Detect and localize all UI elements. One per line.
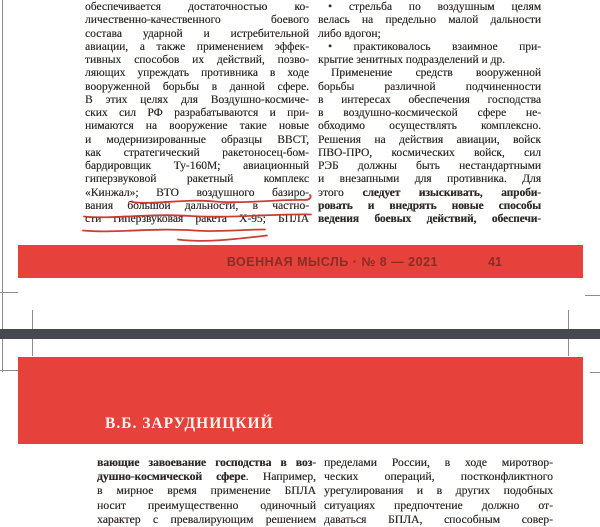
text-line: • стрельба по воздушным целям — [328, 1, 541, 13]
text-line: вания большой дальности, в частно- — [85, 199, 309, 212]
crop-mark-left-vertical — [2, 0, 3, 372]
text-line: борьбы различной подчиненности — [318, 80, 541, 93]
text-line: крытие зенитных подразделений и др. — [318, 54, 505, 66]
text-line: «Кинжал»; ВТО воздушного базиро- — [85, 186, 309, 199]
text-line: велась на предельно малой дальности — [318, 14, 541, 27]
text-line: обходимо осуществлять комплексно. — [318, 120, 541, 133]
text-line: В этих целях для Воздушно-космиче- — [85, 93, 309, 106]
page41-left-column — [85, 1, 309, 226]
crop-mark-right-tick-upper — [585, 295, 600, 296]
text-line: урегулирования и в других подобных — [324, 484, 553, 498]
text-line: вающие завоевание господства в воз- — [97, 456, 316, 469]
text-line: душно-космической сфере. Например, — [97, 470, 316, 484]
text-line: нимаются на вооружение такие новые — [85, 120, 309, 133]
text-line: в мирное время применение БПЛА — [97, 484, 316, 498]
text-line: РЭБ должны быть нестандартными — [318, 160, 541, 172]
text-line: ческих операций, постконфликтного — [324, 470, 553, 484]
text-line: ситуациях предпочтение должно от- — [324, 498, 553, 512]
text-line: вооруженной борьбы в данной сфере. — [85, 80, 309, 93]
crop-mark-right-tick-lower — [590, 372, 600, 373]
text-line: сти гиперзвуковая ракета Х-95; БПЛА — [85, 213, 309, 225]
text-line: ровать и внедрять новые способы — [318, 199, 541, 212]
text-line: характер с превалирующим решением — [97, 512, 316, 526]
journal-title: ВОЕННАЯ МЫСЛЬ · № 8 — 2021 — [226, 254, 438, 269]
next-page-right-column — [324, 456, 553, 527]
author-header-block — [18, 357, 583, 444]
text-line: ПВО-ПРО, космических войск, сил — [318, 146, 541, 159]
text-line: пределами России, в ходе миротвор- — [324, 456, 553, 469]
text-line: личественно-качественного боевого — [85, 14, 309, 27]
text-line: обеспечивается достаточностью ко- — [85, 1, 309, 13]
author-name: В.Б. ЗАРУДНИЦКИЙ — [105, 415, 274, 432]
page41-right-column — [318, 1, 541, 226]
text-line: ведения боевых действий, обеспечи- — [318, 213, 541, 225]
text-line: либо вдогон; — [318, 27, 381, 40]
text-line: бардировщик Ту-160М; авиационный — [85, 160, 309, 172]
page-separator-bar — [0, 329, 600, 339]
text-line: и внезапными для противника. Для — [318, 173, 541, 186]
text-line: в воздушно-космической сфере не- — [318, 107, 541, 119]
text-line: гиперзвуковой ракетный комплекс — [85, 173, 309, 186]
text-line: ляющих упреждать противника в ходе — [85, 67, 309, 80]
text-line: как стратегический ракетоносец-бом- — [85, 146, 309, 159]
journal-footer-band — [18, 245, 583, 278]
text-line: в интересах обеспечения господства — [318, 93, 541, 106]
crop-mark-left-tick-lower — [0, 370, 18, 371]
text-line: ских сил РФ разрабатываются и при- — [85, 107, 309, 119]
next-page-left-column — [97, 456, 316, 527]
text-line: Применение средств вооруженной — [331, 67, 541, 80]
text-line: даваться БПЛА, способным совер- — [324, 512, 553, 526]
text-line: состава ударной и истребительной — [85, 27, 309, 40]
text-line: этого следует изыскивать, апроби- — [318, 186, 541, 199]
page-number: 41 — [488, 254, 502, 269]
text-line: носит преимущественно одиночный — [97, 498, 316, 512]
text-line: авиации, а также применением эффек- — [85, 40, 309, 53]
text-line: и модернизированные образцы ВВСТ, — [85, 133, 309, 146]
text-line: тивных способов их действий, позво- — [85, 54, 309, 66]
text-line: Решения на действия авиации, войск — [318, 133, 541, 146]
text-line: • практиковалось взаимное при- — [328, 40, 541, 53]
crop-mark-left-tick-upper — [0, 292, 18, 293]
